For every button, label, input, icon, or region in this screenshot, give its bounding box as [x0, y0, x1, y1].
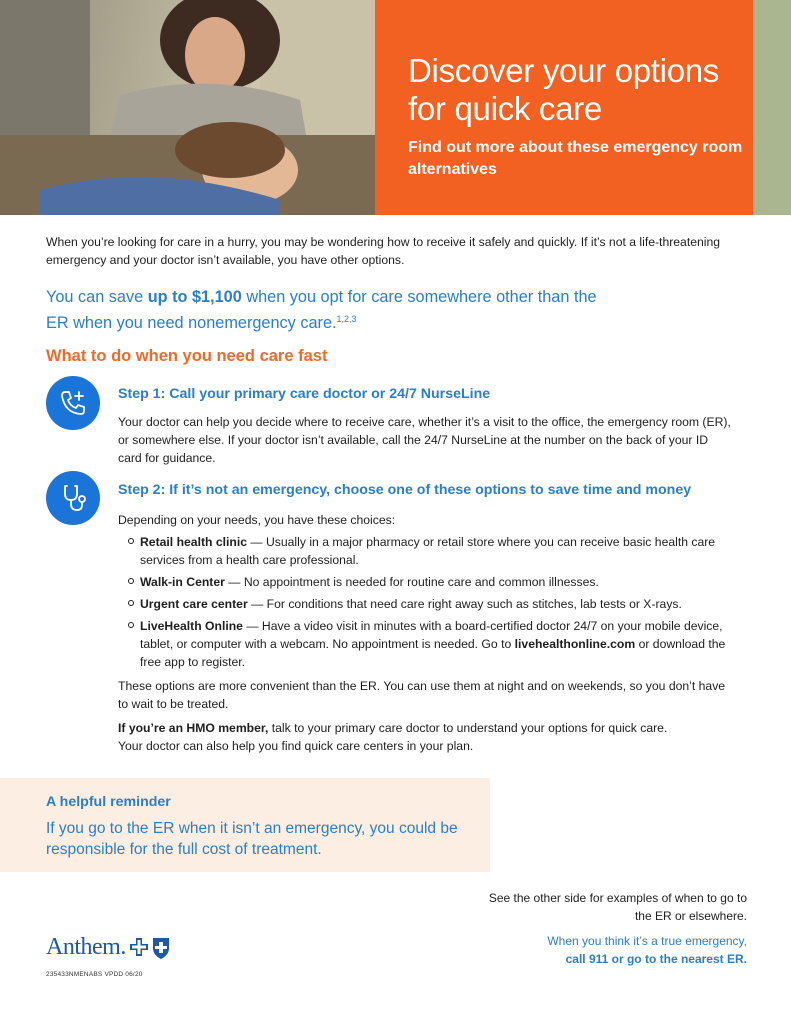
step2-lead: Depending on your needs, you have these choices:	[118, 513, 396, 527]
logo-wordmark: Anthem.	[46, 934, 126, 960]
savings-amount: up to $1,100	[147, 288, 242, 306]
true-emergency-text: When you think it’s a true emergency,	[547, 934, 747, 948]
savings-footnote: 1,2,3	[336, 314, 357, 324]
list-item	[128, 533, 728, 569]
hmo-bold: If you’re an HMO member,	[118, 721, 269, 735]
hmo-text: talk to your primary care doctor to understand your options for quick care. Your doctor can also help you find quick care centers in your plan.	[118, 721, 668, 753]
hero-subtitle: Find out more about these emergency room alternatives	[408, 139, 743, 178]
step1-title: Step 1: Call your primary care doctor or 24/7 NurseLine	[118, 386, 491, 402]
list-item	[128, 595, 728, 613]
hmo-paragraph	[118, 719, 678, 755]
blue-cross-shield-icon	[129, 936, 173, 960]
option-desc: — For conditions that need care right away such as stitches, lab tests or X-rays.	[247, 597, 682, 611]
reminder-title: A helpful reminder	[46, 794, 171, 810]
true-emergency-note	[487, 933, 747, 968]
savings-statement	[46, 286, 606, 334]
convenience-paragraph: These options are more convenient than the ER. You can use them at night and on weekends, so you don’t have to wait to be treated.	[118, 679, 726, 711]
option-desc: — Have a video visit in minutes with a board-certified doctor 24/7 on your mobile device, tablet, or computer with a webcam. No appointment is needed. Go to	[140, 619, 723, 651]
hero-title: Discover your options for quick care	[408, 52, 720, 127]
stethoscope-icon	[46, 471, 100, 525]
reminder-box	[0, 778, 490, 872]
document-code: 235433NMENABS VPDD 06/20	[46, 971, 143, 978]
option-name: LiveHealth Online	[140, 619, 243, 633]
anthem-logo	[46, 934, 173, 961]
see-other-side-note: See the other side for examples of when to go to the ER or elsewhere.	[488, 891, 747, 923]
list-item	[128, 573, 728, 591]
step1-body: Your doctor can help you decide where to receive care, whether it’s a visit to the office, the emergency room (ER), or somewhere else. If your doctor isn’t available, call the 24/7 NurseLine at the number on the back of your ID card for guidance.	[118, 415, 731, 465]
care-options-list	[128, 533, 728, 675]
step2-title: Step 2: If it’s not an emergency, choose one of these options to save time and money	[118, 482, 692, 498]
list-item	[128, 617, 728, 671]
livehealth-link[interactable]: livehealthonline.com	[514, 637, 636, 651]
option-name: Urgent care center	[140, 597, 248, 611]
option-desc: — No appointment is needed for routine care and common illnesses.	[224, 575, 599, 589]
phone-plus-icon	[46, 376, 100, 430]
savings-post: when you opt for care somewhere other than the ER when you need nonemergency care.	[46, 288, 597, 332]
section-title: What to do when you need care fast	[46, 347, 328, 365]
savings-pre: You can save	[46, 288, 148, 306]
option-name: Walk-in Center	[140, 575, 225, 589]
intro-paragraph: When you’re looking for care in a hurry, you may be wondering how to receive it safely and quickly. If it’s not a life-threatening emergency and your doctor isn’t available, you have other options.	[46, 235, 721, 267]
hero-banner	[0, 0, 791, 215]
option-name: Retail health clinic	[140, 535, 248, 549]
call-911-text: call 911 or go to the nearest ER.	[565, 951, 747, 966]
option-desc: — Usually in a major pharmacy or retail store where you can receive basic health care services from a health care professional.	[140, 535, 716, 567]
option-desc-end: or download the free app to register.	[140, 637, 726, 669]
reminder-text: If you go to the ER when it isn’t an emergency, you could be responsible for the full cost of treatment.	[46, 820, 458, 858]
